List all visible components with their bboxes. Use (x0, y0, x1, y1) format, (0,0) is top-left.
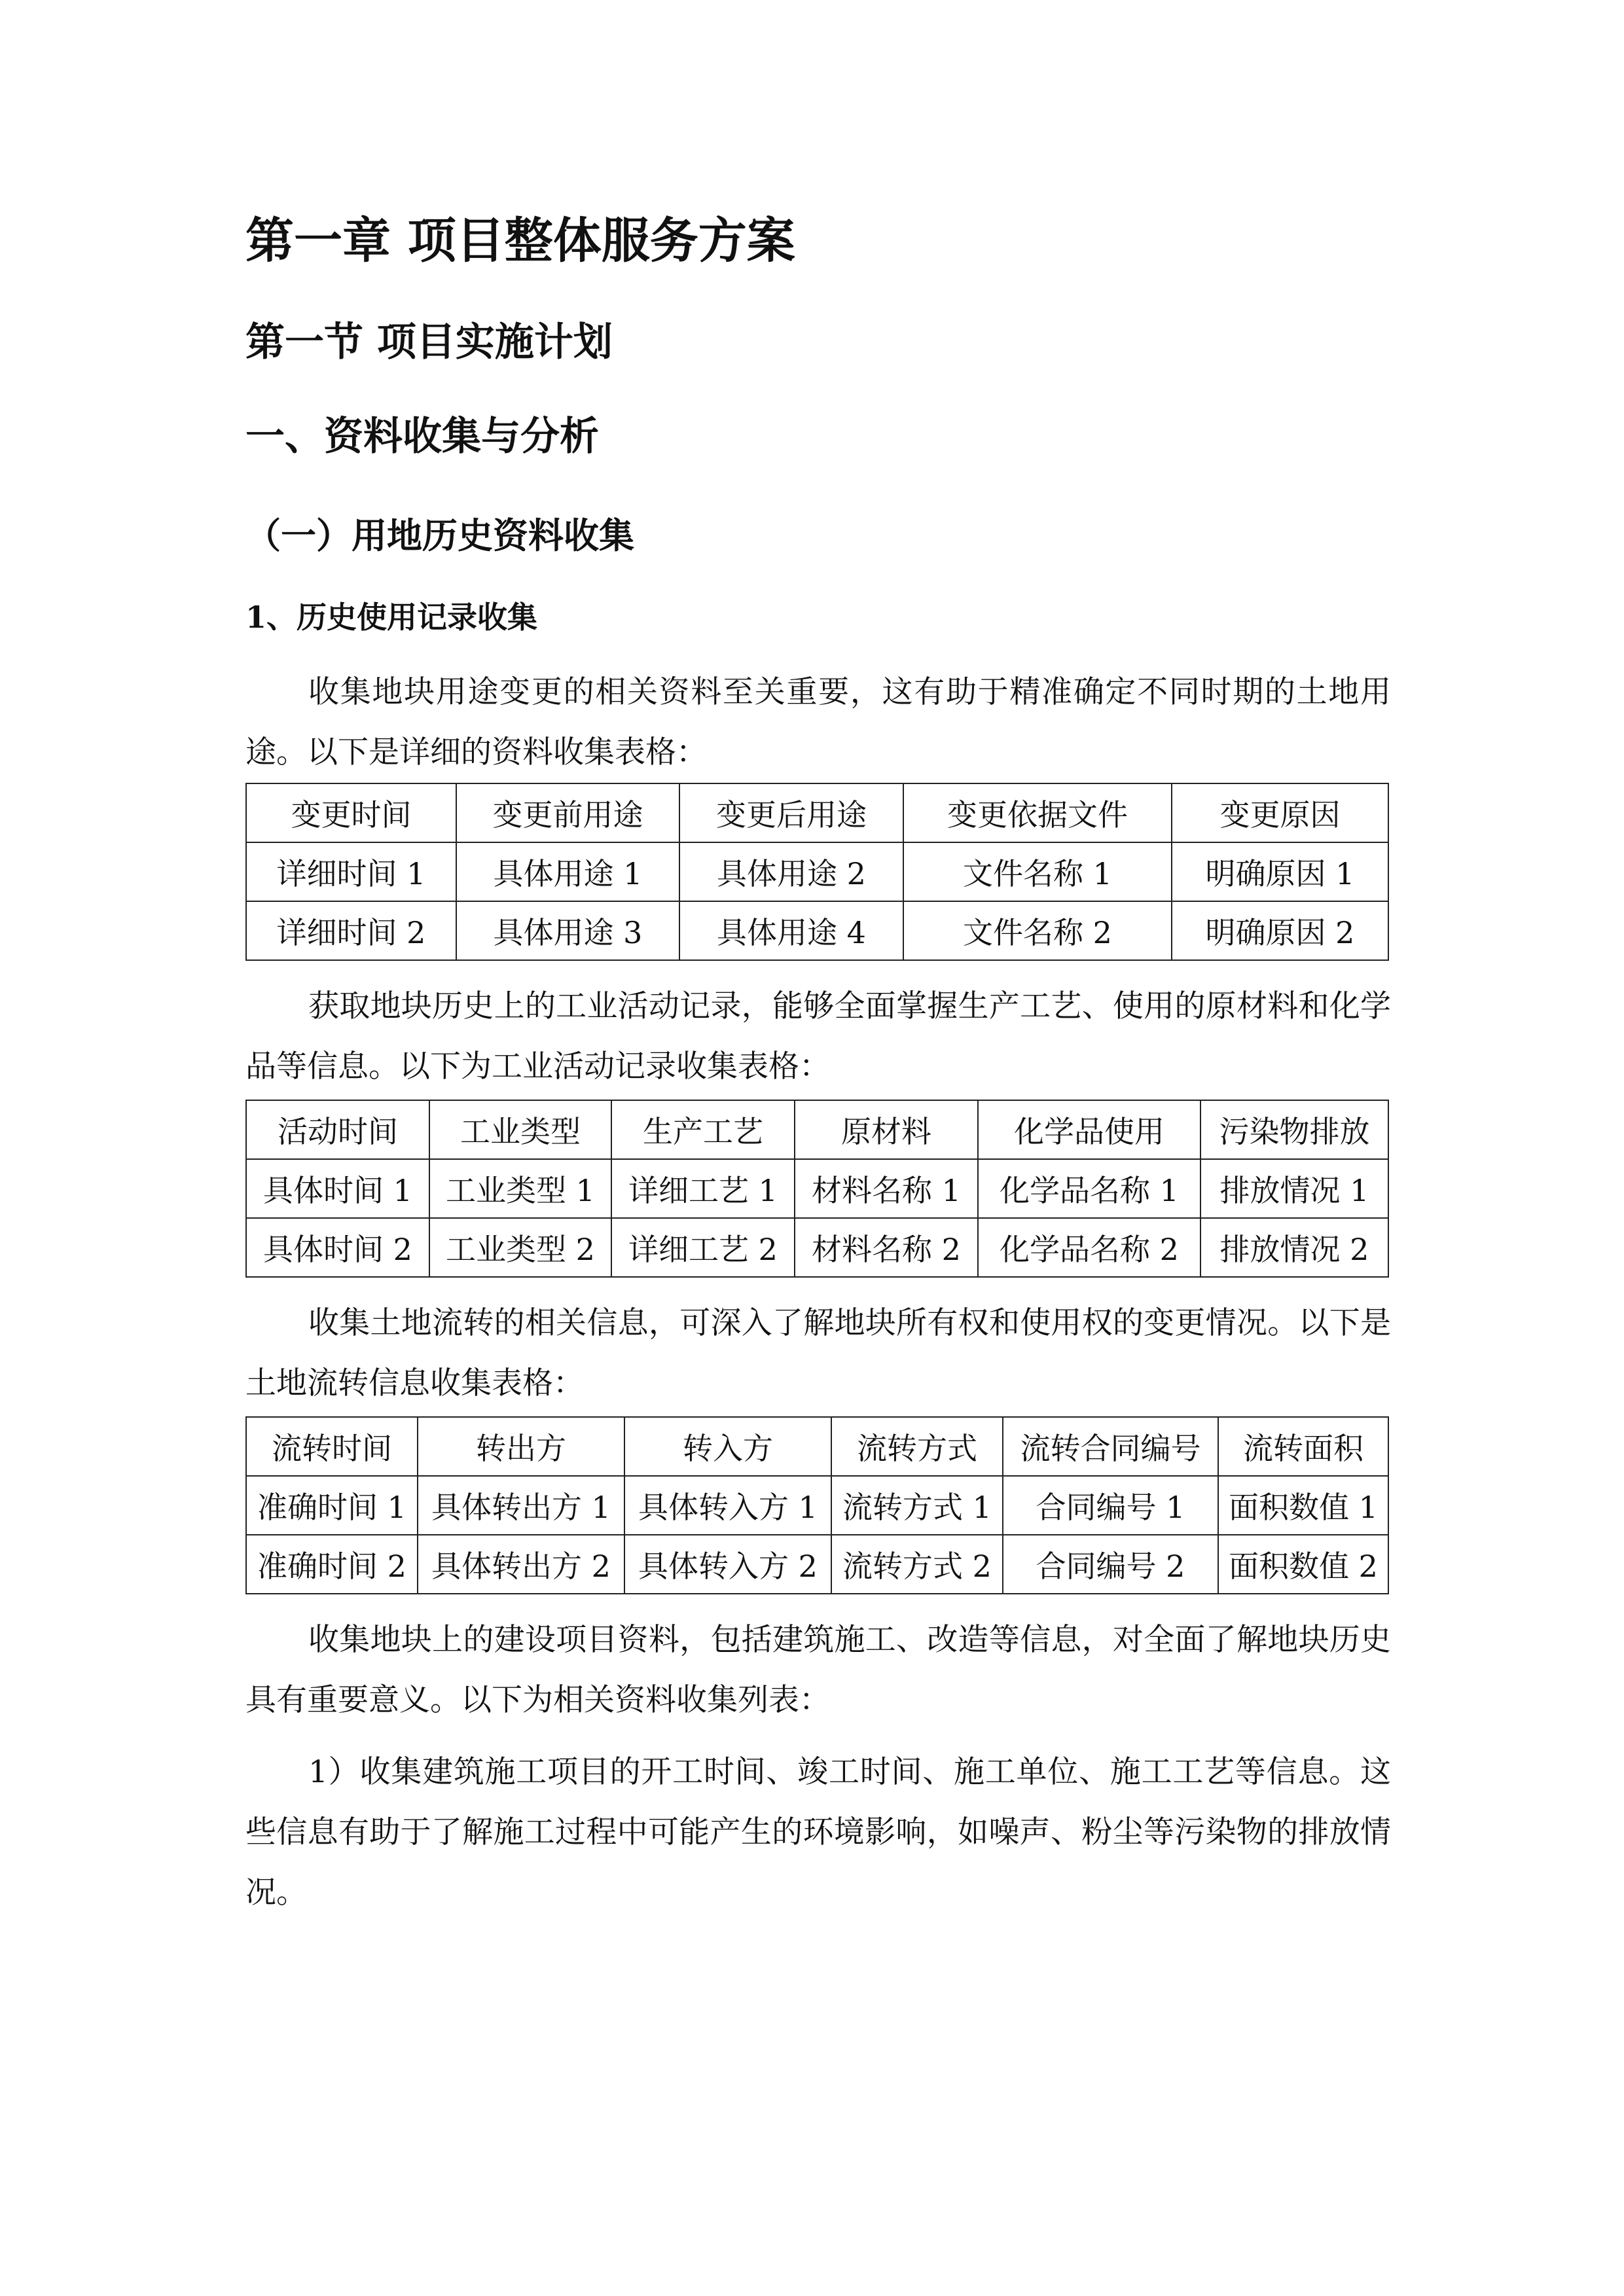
chapter-title: 第一章 项目整体服务方案 (245, 213, 795, 269)
table-cell: 具体转入方 1 (624, 1476, 831, 1535)
subsection-title: 一、资料收集与分析 (245, 414, 599, 459)
table-header-row (246, 1417, 1388, 1476)
table-cell: 具体用途 1 (456, 842, 679, 901)
table-cell: 合同编号 1 (1003, 1476, 1218, 1535)
table-header-cell: 变更依据文件 (903, 783, 1172, 842)
table-header-cell: 变更原因 (1172, 783, 1388, 842)
paragraph-land-transfer-intro: 收集土地流转的相关信息，可深入了解地块所有权和使用权的变更情况。以下是土地流转信息收集表格： (245, 1305, 1391, 1401)
table-cell: 排放情况 2 (1200, 1218, 1388, 1277)
industrial-activity-table (245, 1100, 1389, 1278)
table-cell: 具体用途 2 (679, 842, 903, 901)
table-cell: 具体时间 2 (246, 1218, 429, 1277)
table-cell: 详细时间 2 (246, 901, 456, 960)
table-header-cell: 污染物排放 (1200, 1100, 1388, 1159)
table-cell: 准确时间 2 (246, 1535, 418, 1594)
table-cell: 化学品名称 1 (978, 1159, 1200, 1218)
table-cell: 排放情况 1 (1200, 1159, 1388, 1218)
table-row (246, 842, 1388, 901)
land-transfer-table (245, 1416, 1389, 1594)
table-header-cell: 流转面积 (1218, 1417, 1388, 1476)
table-cell: 具体用途 3 (456, 901, 679, 960)
table-cell: 工业类型 1 (429, 1159, 611, 1218)
sub-subsection-title: （一）用地历史资料收集 (245, 514, 634, 556)
paragraph-construction-item-1: 1）收集建筑施工项目的开工时间、竣工时间、施工单位、施工工艺等信息。这些信息有助于了解施工过程中可能产生的环境影响，如噪声、粉尘等污染物的排放情况。 (245, 1754, 1391, 1910)
paragraph-land-use-intro: 收集地块用途变更的相关资料至关重要，这有助于精准确定不同时期的土地用途。以下是详细的资料收集表格： (245, 674, 1391, 770)
table-cell: 详细工艺 1 (611, 1159, 795, 1218)
land-use-table (245, 783, 1389, 961)
table-row (246, 1159, 1388, 1218)
table-header-row (246, 783, 1388, 842)
table-cell: 详细时间 1 (246, 842, 456, 901)
table-header-cell: 变更前用途 (456, 783, 679, 842)
item-title: 1、历史使用记录收集 (245, 600, 538, 635)
table-cell: 明确原因 2 (1172, 901, 1388, 960)
table-header-cell: 转出方 (418, 1417, 624, 1476)
paragraph-industrial-intro: 获取地块历史上的工业活动记录，能够全面掌握生产工艺、使用的原材料和化学品等信息。以下为工业活动记录收集表格： (245, 988, 1391, 1085)
table-cell: 具体转入方 2 (624, 1535, 831, 1594)
table-header-cell: 原材料 (795, 1100, 978, 1159)
table-cell: 明确原因 1 (1172, 842, 1388, 901)
table-header-cell: 生产工艺 (611, 1100, 795, 1159)
table-header-row (246, 1100, 1388, 1159)
table-cell: 具体转出方 2 (418, 1535, 624, 1594)
table-header-cell: 工业类型 (429, 1100, 611, 1159)
table-cell: 具体转出方 1 (418, 1476, 624, 1535)
table-cell: 流转方式 1 (831, 1476, 1003, 1535)
table-row (246, 1476, 1388, 1535)
table-cell: 材料名称 1 (795, 1159, 978, 1218)
table-cell: 文件名称 2 (903, 901, 1172, 960)
table-header-cell: 化学品使用 (978, 1100, 1200, 1159)
section-title: 第一节 项目实施计划 (245, 319, 613, 365)
table-cell: 面积数值 2 (1218, 1535, 1388, 1594)
table-cell: 合同编号 2 (1003, 1535, 1218, 1594)
table-cell: 详细工艺 2 (611, 1218, 795, 1277)
table-cell: 具体用途 4 (679, 901, 903, 960)
table-cell: 文件名称 1 (903, 842, 1172, 901)
table-header-cell: 流转方式 (831, 1417, 1003, 1476)
table-cell: 具体时间 1 (246, 1159, 429, 1218)
table-row (246, 901, 1388, 960)
table-header-cell: 活动时间 (246, 1100, 429, 1159)
table-header-cell: 流转时间 (246, 1417, 418, 1476)
table-row (246, 1218, 1388, 1277)
table-row (246, 1535, 1388, 1594)
paragraph-construction-intro: 收集地块上的建设项目资料，包括建筑施工、改造等信息，对全面了解地块历史具有重要意义。以下为相关资料收集列表： (245, 1622, 1391, 1718)
table-cell: 材料名称 2 (795, 1218, 978, 1277)
table-cell: 准确时间 1 (246, 1476, 418, 1535)
table-header-cell: 变更时间 (246, 783, 456, 842)
table-cell: 化学品名称 2 (978, 1218, 1200, 1277)
table-header-cell: 流转合同编号 (1003, 1417, 1218, 1476)
table-header-cell: 变更后用途 (679, 783, 903, 842)
table-header-cell: 转入方 (624, 1417, 831, 1476)
table-cell: 面积数值 1 (1218, 1476, 1388, 1535)
table-cell: 工业类型 2 (429, 1218, 611, 1277)
table-cell: 流转方式 2 (831, 1535, 1003, 1594)
